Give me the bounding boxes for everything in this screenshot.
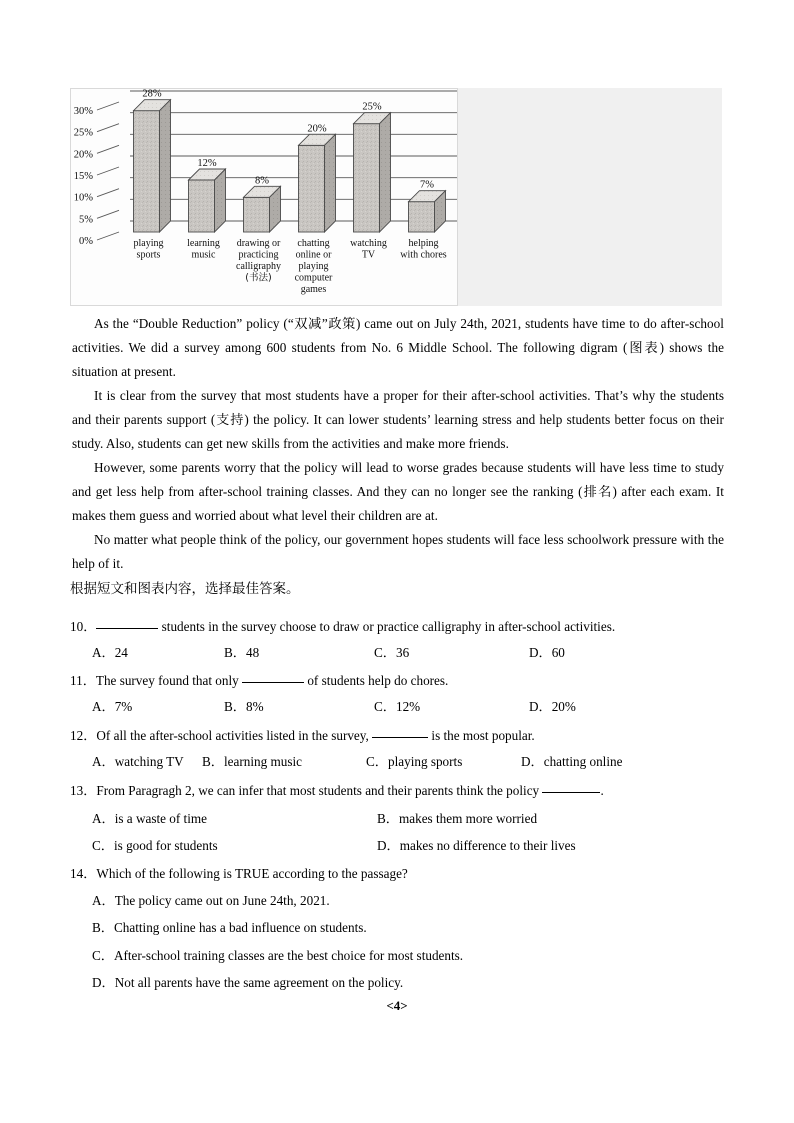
question-14-option-b[interactable]: B．Chatting online has a bad influence on students. (92, 920, 367, 935)
question-14-option-b-row (92, 917, 742, 939)
question-12-option-c[interactable]: C．playing sports (366, 754, 463, 769)
svg-text:20%: 20% (307, 123, 327, 135)
passage-paragraph-1: As the “Double Reduction” policy (“双减”政策) came out on July 24th, 2021, students have time to do after-school activities. We did a survey among 600 students from No. 6 Middle School. The following digram (图表) shows the situation at present. (72, 316, 724, 379)
question-12-blank[interactable] (372, 737, 428, 738)
question-13-option-b[interactable]: B．makes them more worried (377, 811, 538, 826)
question-12-option-a[interactable]: A．watching TV (92, 754, 184, 769)
question-11-option-d[interactable]: D．20% (529, 699, 576, 714)
question-10-stem (70, 616, 730, 638)
instruction-chinese: 根据短文和图表内容，选择最佳答案。 (70, 581, 300, 597)
question-10-option-b[interactable]: B．48 (224, 645, 260, 660)
question-13-option-c[interactable]: C．is good for students (92, 838, 218, 853)
question-14-option-c[interactable]: C．After-school training classes are the best choice for most students. (92, 948, 464, 963)
chart-inner (71, 89, 457, 305)
question-12-stem (70, 725, 730, 747)
svg-text:TV: TV (361, 249, 376, 261)
svg-text:playing: playing (133, 238, 164, 249)
question-12-option-b[interactable]: B．learning music (202, 754, 302, 769)
bar-chart (70, 88, 458, 306)
svg-text:online or: online or (295, 249, 332, 261)
svg-text:sports: sports (136, 249, 161, 261)
question-13-blank[interactable] (542, 792, 600, 793)
passage-paragraph-3: However, some parents worry that the policy will lead to worse grades because students will have less time to study and get less help from after-school training classes. And they can no longer see the ranking (排名) after each exam. It makes them guess and worried about what level their children are at. (72, 460, 724, 523)
svg-text:5%: 5% (79, 214, 93, 226)
svg-text:7%: 7% (420, 179, 434, 191)
question-13-option-a[interactable]: A．is a waste of time (92, 811, 207, 826)
question-11-option-c[interactable]: C．12% (374, 699, 421, 714)
question-13-number: 13． (70, 783, 97, 798)
question-10-number: 10． (70, 619, 97, 634)
question-10-option-d[interactable]: D．60 (529, 645, 565, 660)
svg-text:15%: 15% (73, 171, 93, 182)
question-12-text-post: is the most popular. (428, 728, 535, 743)
question-14-option-a[interactable]: A．The policy came out on June 24th, 2021. (92, 893, 330, 908)
question-14-option-c-row (92, 945, 742, 967)
svg-text:12%: 12% (197, 158, 217, 169)
question-12-options (92, 751, 742, 773)
question-11-text-pre: The survey found that only (95, 673, 243, 688)
question-10-option-c[interactable]: C．36 (374, 645, 410, 660)
question-11-blank[interactable] (242, 682, 304, 683)
question-14-option-a-row (92, 890, 742, 912)
svg-text:practicing: practicing (238, 249, 279, 261)
svg-text:28%: 28% (142, 89, 162, 100)
svg-text:0%: 0% (79, 236, 93, 247)
svg-text:games: games (300, 284, 327, 295)
svg-text:30%: 30% (73, 106, 93, 117)
question-13-text-post: . (600, 783, 604, 798)
question-10-blank[interactable] (96, 628, 158, 629)
svg-text:10%: 10% (73, 192, 93, 204)
svg-text:music: music (191, 249, 216, 261)
question-12-number: 12． (70, 728, 97, 743)
svg-text:25%: 25% (73, 127, 93, 139)
svg-text:with chores: with chores (400, 249, 447, 261)
svg-text:learning: learning (187, 238, 220, 249)
svg-text:(书法): (书法) (245, 272, 272, 284)
bar-chart-svg (71, 89, 458, 306)
question-14-number: 14． (70, 866, 97, 881)
question-14-option-d[interactable]: D．Not all parents have the same agreement on the policy. (92, 975, 404, 990)
svg-text:25%: 25% (362, 101, 382, 113)
figure-block (70, 88, 722, 306)
question-11-stem (70, 670, 730, 692)
question-11-number: 11． (70, 673, 96, 688)
svg-text:drawing or: drawing or (236, 238, 281, 249)
svg-text:chatting: chatting (297, 238, 330, 249)
svg-text:8%: 8% (255, 175, 269, 187)
question-12-text-pre: Of all the after-school activities listed in the survey, (96, 728, 373, 743)
passage-paragraph-2: It is clear from the survey that most students have a proper for their after-school activities. That’s why the students and their parents support (支持) the policy. It can lower students’ learning stress and help students better focus on their study. Also, students can get new skills from the activities and make more friends. (72, 388, 724, 451)
question-13-options-row-2 (92, 835, 742, 857)
svg-text:watching: watching (350, 238, 387, 249)
question-14-option-d-row (92, 972, 742, 994)
svg-text:computer: computer (294, 272, 333, 284)
question-10-text: students in the survey choose to draw or practice calligraphy in after-school activities. (158, 619, 616, 634)
question-13-stem (70, 780, 730, 802)
question-11-text-post: of students help do chores. (304, 673, 449, 688)
question-13-option-d[interactable]: D．makes no difference to their lives (377, 838, 576, 853)
question-11-options (92, 696, 742, 718)
passage-paragraph-4: No matter what people think of the policy, our government hopes students will face less schoolwork pressure with the help of it. (72, 532, 724, 571)
svg-text:helping: helping (408, 238, 439, 249)
question-11-option-b[interactable]: B．8% (224, 699, 264, 714)
figure-blank-area (458, 88, 722, 306)
svg-text:playing: playing (298, 261, 329, 272)
question-14-text: Which of the following is TRUE according to the passage? (96, 866, 408, 881)
question-10-options (92, 642, 742, 664)
svg-text:calligraphy: calligraphy (236, 261, 281, 272)
question-10-option-a[interactable]: A．24 (92, 645, 128, 660)
question-12-option-d[interactable]: D．chatting online (521, 754, 623, 769)
question-13-text-pre: From Paragragh 2, we can infer that most students and their parents think the policy (96, 783, 543, 798)
page-number: <4> (386, 998, 408, 1013)
question-14-stem (70, 863, 730, 885)
svg-text:20%: 20% (73, 149, 93, 161)
question-11-option-a[interactable]: A．7% (92, 699, 133, 714)
question-13-options-row-1 (92, 808, 742, 830)
